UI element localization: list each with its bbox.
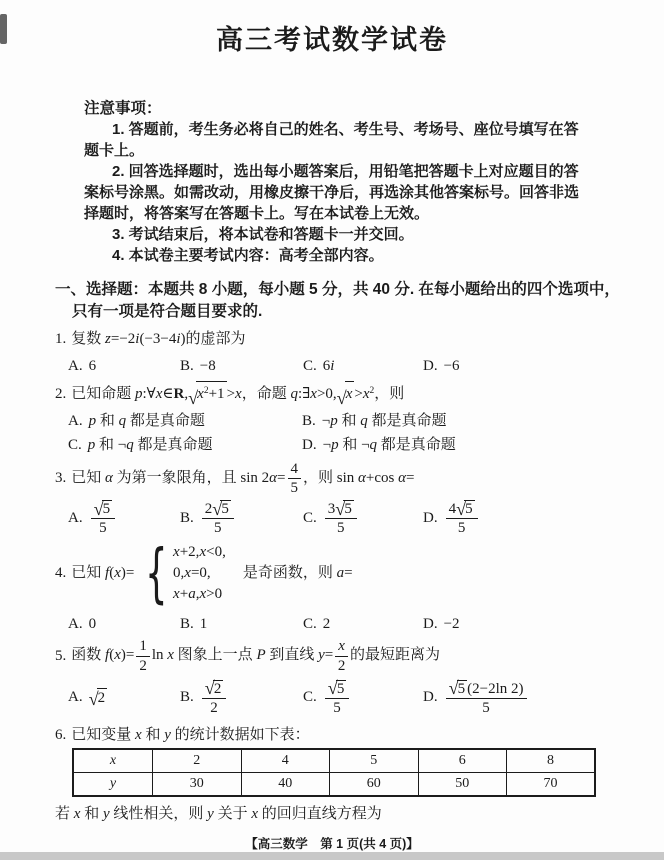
option-A <box>68 356 96 376</box>
math-sqrt <box>448 678 468 699</box>
math-fraction <box>335 638 348 673</box>
sqrt-body: 2 <box>97 689 106 706</box>
option-label: C. <box>303 509 317 526</box>
math-variable: p <box>87 436 96 453</box>
option-B <box>302 411 447 431</box>
math-variable: z <box>105 331 111 347</box>
option-content: −2 <box>443 615 460 632</box>
option-row <box>55 411 626 431</box>
table-cell: 4 <box>241 749 330 773</box>
sqrt-body: 5 <box>336 680 345 697</box>
math-variable: α <box>358 470 366 487</box>
question-4 <box>55 536 626 634</box>
notice-item: 3. 考试结束后，将本试卷和答题卡一并交回。 <box>112 226 414 243</box>
fraction-numerator <box>335 638 348 656</box>
option-label: C. <box>68 436 82 453</box>
option-B <box>180 614 207 634</box>
fraction-denominator: 2 <box>139 657 147 674</box>
table-cell: 5 <box>330 749 419 773</box>
math-variable: x <box>362 386 370 402</box>
option-D <box>423 498 480 538</box>
fraction-denominator: 5 <box>214 520 222 537</box>
math-variable: α <box>269 470 278 487</box>
fraction-denominator: 5 <box>337 520 345 537</box>
math-sqrt <box>335 498 354 519</box>
notice-items <box>84 119 580 266</box>
question-stem: 6. 已知变量 x 和 y 的统计数据如下表： <box>55 726 310 743</box>
math-variable: x <box>310 386 317 402</box>
sqrt-body: $x^2+1$ <box>196 381 226 406</box>
fraction-numerator: 3√5 <box>325 500 357 519</box>
math-variable: x <box>73 805 81 822</box>
option-row <box>55 676 626 720</box>
math-variable: y <box>164 726 171 743</box>
option-label: B. <box>180 689 194 706</box>
option-C <box>303 356 334 376</box>
question-number: 2. <box>55 386 67 402</box>
question-followup: 若 x 和 y 线性相关，则 y 关于 x 的回归直线方程为 <box>55 805 382 822</box>
question-6 <box>55 726 626 824</box>
table-cell: 30 <box>153 772 242 796</box>
math-variable: q <box>126 436 134 453</box>
table-cell: 40 <box>241 772 330 796</box>
math-variable: x <box>173 586 180 603</box>
math-variable: x <box>167 647 174 664</box>
question-3 <box>55 461 626 538</box>
option-content <box>323 500 359 536</box>
option-label: C. <box>303 689 317 706</box>
table-cell: 6 <box>418 749 507 773</box>
math-variable: y <box>318 647 325 664</box>
table-row <box>73 772 595 796</box>
math-variable: f <box>105 647 110 664</box>
option-label: B. <box>180 357 194 374</box>
math-fraction <box>91 500 116 536</box>
scan-artifact <box>0 14 7 44</box>
fraction-numerator <box>325 680 350 699</box>
math-variable: q <box>118 412 127 429</box>
fraction-numerator: 1 <box>136 638 150 656</box>
math-variable: x <box>235 386 242 402</box>
option-C <box>68 435 213 455</box>
math-variable: x <box>197 386 204 402</box>
option-label: A. <box>68 689 83 706</box>
math-variable: x <box>135 726 142 743</box>
question-number: 5. <box>55 647 67 664</box>
question-stem: 5. 函数 f(x)= $\frac{1}{2}$ ln x 图象上一点 P 到直线 y= $\frac{x}{2}$ 的最短距离为 <box>55 638 440 674</box>
option-B <box>180 676 228 720</box>
option-row <box>55 614 626 634</box>
option-label: C. <box>303 615 317 632</box>
radical-sign-icon: √ <box>93 498 104 519</box>
option-label: A. <box>68 615 83 632</box>
option-A <box>68 411 205 431</box>
page-bottom-edge <box>0 852 664 860</box>
sqrt-body: 2 <box>213 680 222 697</box>
left-brace-icon: { <box>145 536 168 611</box>
math-variable: q <box>290 386 298 402</box>
option-D <box>423 356 460 376</box>
fraction-denominator: 5 <box>99 520 107 537</box>
option-label: C. <box>303 357 317 374</box>
option-D <box>302 435 456 455</box>
fraction-denominator: 5 <box>333 699 341 716</box>
option-content <box>323 680 352 716</box>
option-A <box>68 498 117 538</box>
math-variable: i <box>176 331 181 347</box>
option-content <box>444 500 480 536</box>
option-content: ¬p 和 q 都是真命题 <box>321 412 447 429</box>
option-content: 1 <box>199 615 208 632</box>
fraction-denominator: 2 <box>337 657 346 674</box>
math-bold: R <box>173 386 185 402</box>
option-label: A. <box>68 357 83 374</box>
option-content: 6 <box>88 357 97 374</box>
math-sqrt <box>212 498 231 519</box>
page-footer: 【高三数学 第 1 页(共 4 页)】 <box>245 836 419 851</box>
option-A <box>68 614 96 634</box>
sqrt-body: 5 <box>221 501 229 518</box>
notice-item: 1. 答题前，考生务必将自己的姓名、考生号、考场号、座位号填写在答题卡上。 <box>84 121 579 159</box>
math-variable: a <box>336 565 345 582</box>
math-variable: x <box>109 753 117 769</box>
notice-section <box>84 98 580 266</box>
option-label: A. <box>68 412 83 429</box>
fraction-numerator <box>202 680 227 699</box>
sqrt-body <box>345 381 355 406</box>
option-content: ¬p 和 ¬q 都是真命题 <box>322 436 456 453</box>
question-stem: 3. 已知 α 为第一象限角，且 sin 2α= $\frac{4}{5}$ ，则 sin α+cos α= <box>55 461 415 497</box>
math-sqrt <box>204 678 224 699</box>
option-content <box>444 680 529 716</box>
option-D <box>423 676 529 720</box>
option-content <box>200 500 236 536</box>
option-label: D. <box>302 436 317 453</box>
math-variable: i <box>330 357 335 374</box>
math-variable: P <box>256 647 266 664</box>
option-D <box>423 614 460 634</box>
option-A <box>68 676 107 720</box>
option-content: 0 <box>88 615 97 632</box>
fraction-numerator: 4√5 <box>446 500 478 519</box>
math-variable: p <box>135 386 143 402</box>
radical-sign-icon: √ <box>88 689 99 710</box>
option-content: 6i <box>322 357 335 374</box>
math-variable: x <box>114 647 121 664</box>
data-table <box>72 748 596 797</box>
cases-line: 0,x=0, <box>173 565 211 582</box>
page-title: 高三考试数学试卷 <box>216 25 448 55</box>
option-row <box>55 435 626 455</box>
option-label: A. <box>68 509 83 526</box>
radical-sign-icon: √ <box>335 498 346 519</box>
option-B <box>180 356 216 376</box>
radical-sign-icon: √ <box>212 498 223 519</box>
math-sqrt <box>93 498 113 519</box>
question-5 <box>55 638 626 719</box>
table-cell: 8 <box>507 749 596 773</box>
math-fraction <box>288 461 302 496</box>
math-variable: y <box>207 805 214 822</box>
question-list <box>0 330 664 824</box>
math-variable: f <box>105 565 110 582</box>
radical-sign-icon: √ <box>456 498 467 519</box>
cases-line: x+a,x>0 <box>173 586 223 603</box>
option-row <box>55 356 626 376</box>
question-number: 4. <box>55 565 67 582</box>
math-variable: p <box>88 412 97 429</box>
radical-sign-icon: √ <box>188 387 199 408</box>
math-variable: x <box>173 544 180 561</box>
math-variable: x <box>114 565 121 582</box>
math-variable: α <box>105 470 113 487</box>
math-variable: x <box>345 386 353 402</box>
fraction-numerator: √5 (2−2ln 2) <box>446 680 527 699</box>
option-content <box>89 500 118 536</box>
question-2 <box>55 381 626 455</box>
table-cell: 60 <box>330 772 419 796</box>
math-variable: x <box>199 544 207 561</box>
question-stem: 4. 已知 f(x)= { x+2,x<0, 0,x=0, x+a,x>0 是奇函数，则 a= <box>55 536 353 611</box>
math-sqrt <box>88 689 108 710</box>
table-cell: 50 <box>418 772 507 796</box>
math-variable: α <box>398 470 406 487</box>
option-C <box>303 498 359 538</box>
option-content <box>200 680 229 716</box>
math-variable: a <box>188 586 196 603</box>
fraction-denominator: 5 <box>482 699 490 716</box>
table-cell: 2 <box>153 749 242 773</box>
option-label: D. <box>423 615 438 632</box>
fraction-numerator: 2√5 <box>202 500 234 519</box>
question-number: 1. <box>55 331 67 347</box>
math-fraction <box>202 500 234 536</box>
math-variable: p <box>330 412 338 429</box>
math-variable: i <box>135 331 140 347</box>
math-sqrt <box>327 678 347 699</box>
option-C <box>303 614 330 634</box>
sqrt-body: 5 <box>457 680 466 697</box>
table-row <box>73 749 595 773</box>
math-variable: x <box>155 386 163 402</box>
math-fraction <box>446 680 527 716</box>
math-variable: p <box>331 436 339 453</box>
math-fraction <box>325 680 350 716</box>
section-heading: 一、选择题：本题共 8 小题，每小题 5 分，共 40 分. 在每小题给出的四个选项中，只有一项是符合题目要求的. <box>55 281 620 320</box>
math-fraction <box>446 500 478 536</box>
radical-sign-icon: √ <box>448 678 459 699</box>
math-fraction <box>136 638 150 673</box>
math-variable: x <box>184 565 191 582</box>
math-superscript: 2 <box>203 386 209 396</box>
option-label: D. <box>423 357 438 374</box>
table-row-label <box>73 749 153 773</box>
option-row <box>55 498 626 538</box>
sqrt-body: 5 <box>344 501 352 518</box>
option-label: B. <box>180 615 194 632</box>
math-superscript: 2 <box>369 386 375 396</box>
math-variable: q <box>369 436 378 453</box>
fraction-denominator: 5 <box>290 480 298 497</box>
sqrt-body: 5 <box>465 501 473 518</box>
notice-item: 4. 本试卷主要考试内容：高考全部内容。 <box>112 247 384 264</box>
math-variable: y <box>109 776 117 792</box>
math-variable: x <box>338 638 345 655</box>
math-fraction <box>202 680 227 716</box>
fraction-numerator <box>91 500 116 519</box>
math-sqrt <box>336 386 355 408</box>
math-variable: x <box>251 805 258 822</box>
math-variable: q <box>360 412 368 429</box>
cases-line: x+2,x<0, <box>173 544 226 561</box>
fraction-denominator: 2 <box>210 699 218 716</box>
option-label: D. <box>423 689 438 706</box>
radical-sign-icon: √ <box>327 678 338 699</box>
option-label: B. <box>180 509 194 526</box>
notice-item: 2. 回答选择题时，选出每小题答案后，用铅笔把答题卡上对应题目的答案标号涂黑。如需改动，用橡皮擦干净后，再选涂其他答案标号。回答非选择题时，将答案写在答题卡上。写在本试卷上无效。 <box>84 163 580 222</box>
radical-sign-icon: √ <box>336 387 347 408</box>
question-1 <box>55 330 626 376</box>
sqrt-body: 5 <box>102 501 111 518</box>
option-label: B. <box>302 412 316 429</box>
table-row-label <box>73 772 153 796</box>
option-C <box>303 676 351 720</box>
cases-lines <box>173 542 226 605</box>
math-fraction <box>325 500 357 536</box>
math-variable: y <box>102 805 110 822</box>
option-content: p 和 ¬q 都是真命题 <box>87 436 213 453</box>
math-sqrt <box>188 386 226 408</box>
option-content <box>89 688 108 708</box>
option-B <box>180 498 236 538</box>
notice-heading: 注意事项： <box>84 100 162 117</box>
radical-sign-icon: √ <box>204 678 215 699</box>
option-content: −6 <box>443 357 460 374</box>
option-content: p 和 q 都是真命题 <box>88 412 205 429</box>
math-sqrt <box>456 498 475 519</box>
question-number: 3. <box>55 470 67 487</box>
math-variable: x <box>199 586 207 603</box>
fraction-numerator: 4 <box>288 461 302 479</box>
question-stem: 1. 复数 z=−2i(−3−4i)的虚部为 <box>55 331 246 347</box>
option-content: −8 <box>199 357 216 374</box>
question-number: 6. <box>55 726 67 743</box>
option-content: 2 <box>322 615 331 632</box>
fraction-denominator: 5 <box>457 520 466 537</box>
option-label: D. <box>423 509 438 526</box>
table-cell: 70 <box>507 772 596 796</box>
question-stem: 2. 已知命题 $p:\forall x\in R,√x^2+1 >x$，命题 q:∃x>0,√x $>x^2$，则 <box>55 381 626 406</box>
piecewise-cases <box>136 536 226 611</box>
